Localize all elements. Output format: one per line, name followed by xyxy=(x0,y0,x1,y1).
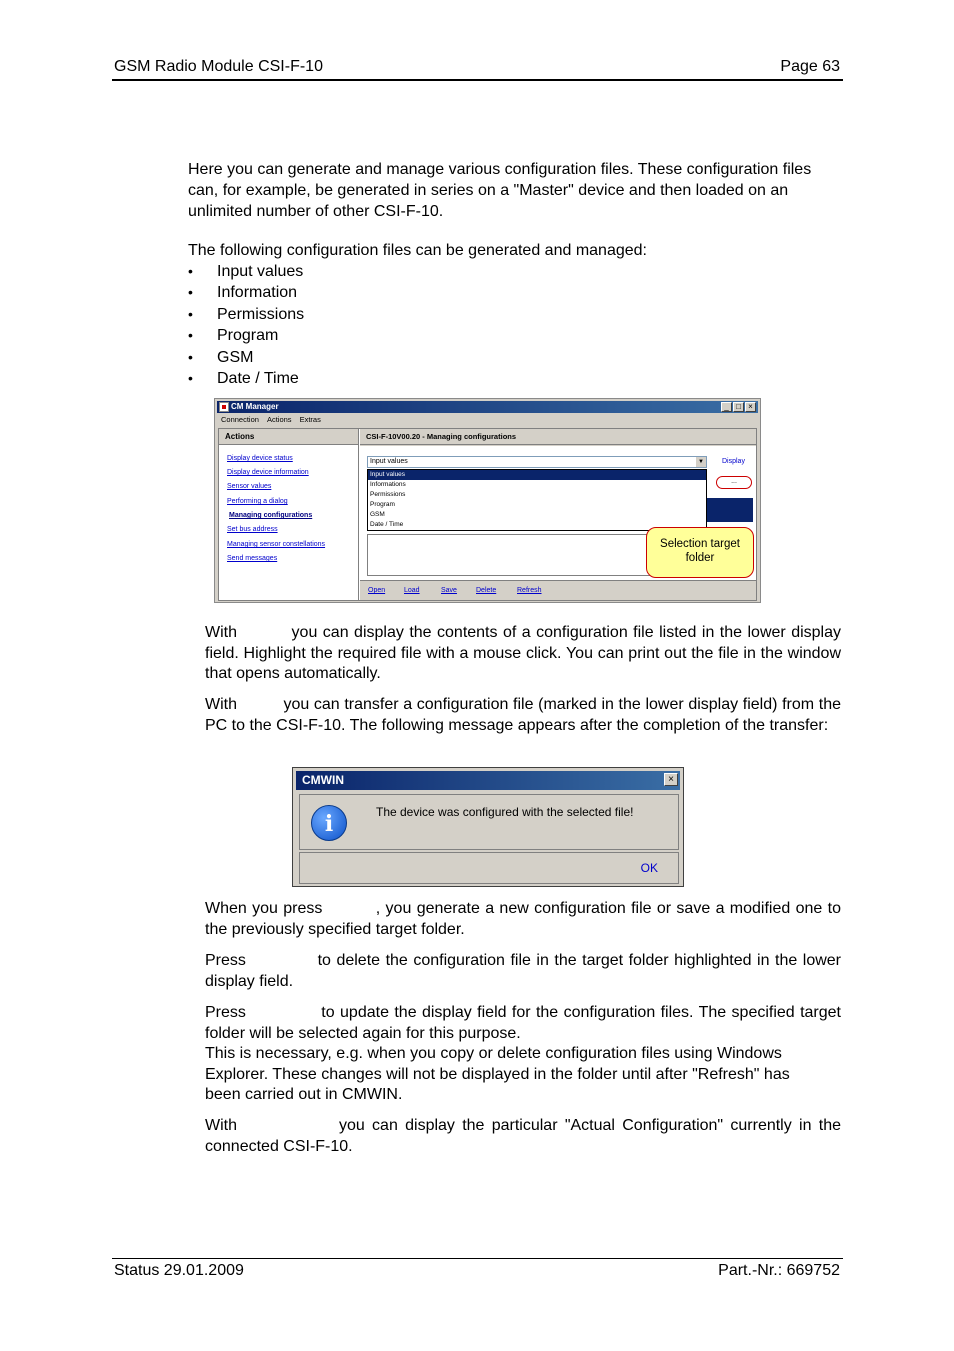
intro-paragraph: Here you can generate and manage various configuration files. These configuration files can, for example, be generated in series on a "Master" device and then loaded on an unlimited number of other CSI-F-10. xyxy=(188,161,812,220)
dialog-footer xyxy=(299,852,679,884)
action-performing-dialog[interactable]: Performing a dialog xyxy=(227,498,288,505)
list-item: • Date / Time xyxy=(188,368,304,389)
delete-button[interactable]: Delete xyxy=(476,587,497,594)
config-type-value: Input values xyxy=(370,458,408,465)
callout-selection-target-folder: Selection target folder xyxy=(646,527,754,578)
config-type-select[interactable] xyxy=(367,456,707,468)
refresh-paragraph: Press to update the display field for the configuration files. The specified target folder will be selected again for this purpose. xyxy=(205,1004,846,1042)
menu-actions[interactable]: Actions xyxy=(266,415,292,424)
open-paragraph: With you can display the contents of a configuration file listed in the lower display field. Highlight the required file with a mouse click. You can print out the file in the window that opens automatically. xyxy=(205,624,846,682)
cmwin-dialog xyxy=(292,767,684,887)
ok-button[interactable]: OK xyxy=(640,861,658,875)
dialog-body xyxy=(299,794,679,850)
action-send-messages[interactable]: Send messages xyxy=(227,555,278,562)
close-icon[interactable]: × xyxy=(745,402,756,412)
header-page-number: Page 63 xyxy=(780,58,840,75)
dropdown-option[interactable]: Date / Time xyxy=(370,521,404,528)
window-title: CM Manager xyxy=(231,402,279,411)
dialog-message: The device was configured with the selected file! xyxy=(376,805,634,819)
menu-bar xyxy=(221,415,321,424)
dropdown-option[interactable]: GSM xyxy=(370,511,385,518)
display-paragraph: With you can display the particular "Actual Configuration" currently in the connected CSI-F-10. xyxy=(205,1117,846,1155)
dropdown-option[interactable]: Permissions xyxy=(370,491,406,498)
dialog-title: CMWIN xyxy=(302,773,344,787)
select-folder-button[interactable]: ... xyxy=(716,476,752,489)
footer-status: Status 29.01.2009 xyxy=(114,1262,244,1279)
menu-extras[interactable]: Extras xyxy=(299,415,321,424)
refresh-button[interactable]: Refresh xyxy=(517,587,542,594)
list-item: • Program xyxy=(188,325,304,346)
footer-rule xyxy=(112,1258,843,1259)
save-button[interactable]: Save xyxy=(441,587,457,594)
config-type-dropdown xyxy=(367,469,707,531)
actions-pane xyxy=(219,429,359,600)
action-display-device-information[interactable]: Display device information xyxy=(227,469,309,476)
config-pane-title: CSI-F-10V00.20 - Managing configurations xyxy=(360,429,756,445)
action-set-bus-address[interactable]: Set bus address xyxy=(227,526,278,533)
list-item: • GSM xyxy=(188,347,304,368)
action-sensor-values[interactable]: Sensor values xyxy=(227,483,272,490)
refresh-note-paragraph: This is necessary, e.g. when you copy or delete configuration files using Windows Explorer. These changes will not be displayed in the folder until after "Refresh" has been carried out in CMWIN. xyxy=(205,1045,795,1103)
dropdown-option[interactable]: Program xyxy=(370,501,395,508)
menu-connection[interactable]: Connection xyxy=(221,415,259,424)
app-logo-icon xyxy=(219,402,229,412)
open-button[interactable]: Open xyxy=(368,587,386,594)
delete-paragraph: Press to delete the configuration file in the target folder highlighted in the lower display field. xyxy=(205,952,846,990)
action-managing-sensor-constellations[interactable]: Managing sensor constellations xyxy=(227,541,326,548)
load-paragraph: With you can transfer a configuration file (marked in the lower display field) from the PC to the CSI-F-10. The following message appears after the completion of the transfer: xyxy=(205,696,846,734)
footer-part-number: Part.-Nr.: 669752 xyxy=(718,1262,840,1279)
maximize-icon[interactable]: □ xyxy=(733,402,744,412)
header-title: GSM Radio Module CSI-F-10 xyxy=(114,58,323,75)
chevron-down-icon[interactable]: ▼ xyxy=(696,457,706,467)
action-managing-configurations[interactable]: Managing configurations xyxy=(229,512,313,519)
list-item: • Input values xyxy=(188,261,304,282)
load-button[interactable]: Load xyxy=(404,587,420,594)
folder-list-selection xyxy=(707,498,753,522)
config-file-list xyxy=(188,261,304,389)
action-display-device-status[interactable]: Display device status xyxy=(227,455,293,462)
info-icon: i xyxy=(311,805,347,841)
list-item: • Information xyxy=(188,282,304,303)
dropdown-option[interactable]: Input values xyxy=(368,470,706,480)
minimize-icon[interactable]: _ xyxy=(721,402,732,412)
display-link[interactable]: Display xyxy=(722,458,745,465)
window-titlebar xyxy=(217,401,758,413)
cm-manager-window xyxy=(214,398,761,603)
list-item: • Permissions xyxy=(188,304,304,325)
dialog-titlebar xyxy=(296,771,680,790)
dropdown-option[interactable]: Informations xyxy=(370,481,406,488)
save-paragraph: When you press , you generate a new configuration file or save a modified one to the previously specified target folder. xyxy=(205,900,846,938)
close-icon[interactable]: × xyxy=(664,773,678,786)
action-button-bar xyxy=(360,580,756,600)
header-rule xyxy=(112,79,843,81)
actions-heading: Actions xyxy=(219,429,358,445)
list-lead: The following configuration files can be generated and managed: xyxy=(188,242,647,259)
